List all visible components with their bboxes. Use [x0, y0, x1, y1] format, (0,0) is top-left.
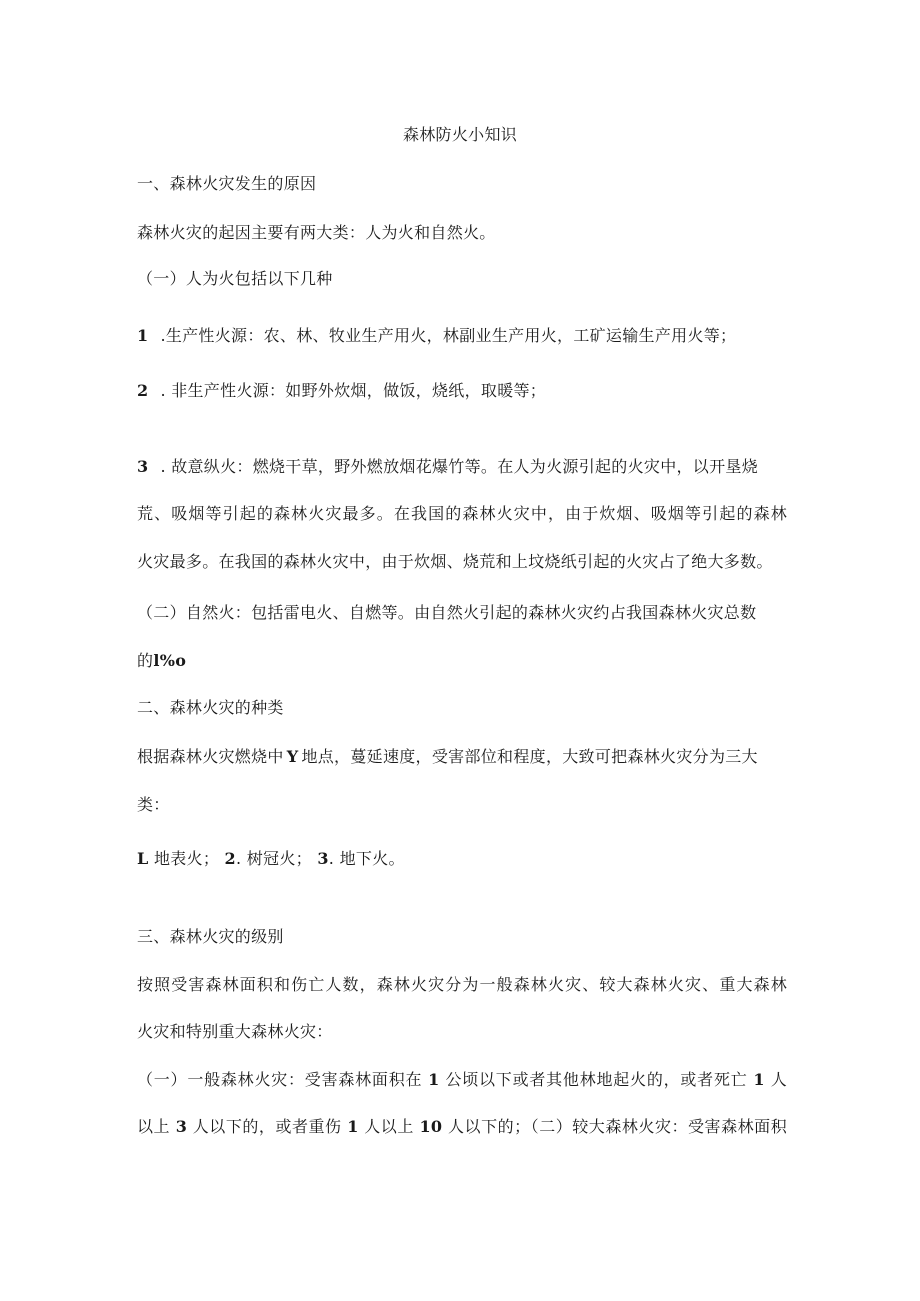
- fire-type-3-text: . 地下火。: [328, 849, 405, 868]
- fire-types-line: [137, 848, 787, 870]
- section1-heading: 一、森林火灾发生的原因: [137, 174, 317, 193]
- section1-intro: 森林火灾的起因主要有两大类：人为火和自然火。: [137, 223, 496, 242]
- section3-line2: 火灾和特别重大森林火灾：: [137, 1022, 333, 1041]
- section3-line4: [137, 1116, 787, 1138]
- section2-line2: 类：: [137, 795, 170, 814]
- section3-line4-part-b: 3: [175, 1117, 188, 1136]
- section3-line3: [137, 1069, 787, 1091]
- section3-line4-part-c: 人以下的，或者重伤: [192, 1117, 342, 1136]
- section2-line1-part-a: 根据森林火灾燃烧中: [137, 747, 284, 766]
- section1-sub2-line2: [137, 650, 787, 672]
- list-item-3: [137, 456, 787, 478]
- section3-line4-part-a: 以上: [137, 1117, 171, 1136]
- section3-line1: 按照受害森林面积和伤亡人数，森林火灾分为一般森林火灾、较大森林火灾、重大森林: [137, 975, 787, 994]
- fire-type-2-number: 2: [224, 849, 236, 868]
- sub2-prefix: 的: [137, 651, 154, 670]
- sub2-value: l%o: [153, 651, 187, 670]
- section1-sub2-line1: （二）自然火：包括雷电火、自燃等。由自然火引起的森林火灾约占我国森林火灾总数: [137, 603, 757, 622]
- section3-line3-part-c: 公顷以下或者其他林地起火的，或者死亡: [445, 1070, 748, 1089]
- list-item-1: [137, 325, 787, 347]
- section3-line4-part-d: 1: [347, 1117, 359, 1136]
- section3-line3-part-a: （一）一般森林火灾：受害森林面积在: [137, 1070, 423, 1089]
- list-item-2-text: . 非生产性火源：如野外炊烟，做饭，烧纸，取暖等；: [160, 381, 547, 400]
- section3-line4-part-f: 10: [419, 1117, 443, 1136]
- section3-line3-part-d: 1: [753, 1070, 765, 1089]
- page-title: 森林防火小知识: [402, 125, 518, 144]
- fire-type-1-number: L: [137, 849, 149, 868]
- list-item-2-number: 2: [137, 381, 149, 400]
- list-item-3-number: 3: [137, 457, 149, 476]
- section3-heading: 三、森林火灾的级别: [137, 927, 284, 946]
- section3-line3-part-e: 人: [770, 1070, 788, 1089]
- fire-type-1-text: 地表火；: [153, 849, 220, 868]
- list-item-3-line2: 荒、吸烟等引起的森林火灾最多。在我国的森林火灾中，由于炊烟、吸烟等引起的森林: [137, 504, 787, 523]
- section2-line1-part-b: Y: [286, 747, 299, 766]
- fire-type-3-number: 3: [317, 849, 329, 868]
- section2-line1-part-c: 地点，蔓延速度，受害部位和程度，大致可把森林火灾分为三大: [301, 747, 758, 766]
- section2-line1: [137, 746, 787, 768]
- section3-line4-part-g: 人以下的；（二）较大森林火灾：受害森林面积: [448, 1117, 787, 1136]
- fire-type-2-text: . 树冠火；: [235, 849, 312, 868]
- list-item-3-line1: . 故意纵火：燃烧干草，野外燃放烟花爆竹等。在人为火源引起的火灾中，以开垦烧: [160, 457, 759, 476]
- list-item-2: [137, 380, 787, 402]
- section3-line3-part-b: 1: [428, 1070, 440, 1089]
- list-item-1-number: 1: [137, 326, 149, 345]
- list-item-3-line3: 火灾最多。在我国的森林火灾中，由于炊烟、烧荒和上坟烧纸引起的火灾占了绝大多数。: [137, 552, 773, 571]
- section3-line4-part-e: 人以上: [364, 1117, 414, 1136]
- list-item-1-text: .生产性火源：农、林、牧业生产用火，林副业生产用火，工矿运输生产用火等；: [160, 326, 737, 345]
- section1-sub1: （一）人为火包括以下几种: [137, 269, 333, 288]
- section2-heading: 二、森林火灾的种类: [137, 698, 284, 717]
